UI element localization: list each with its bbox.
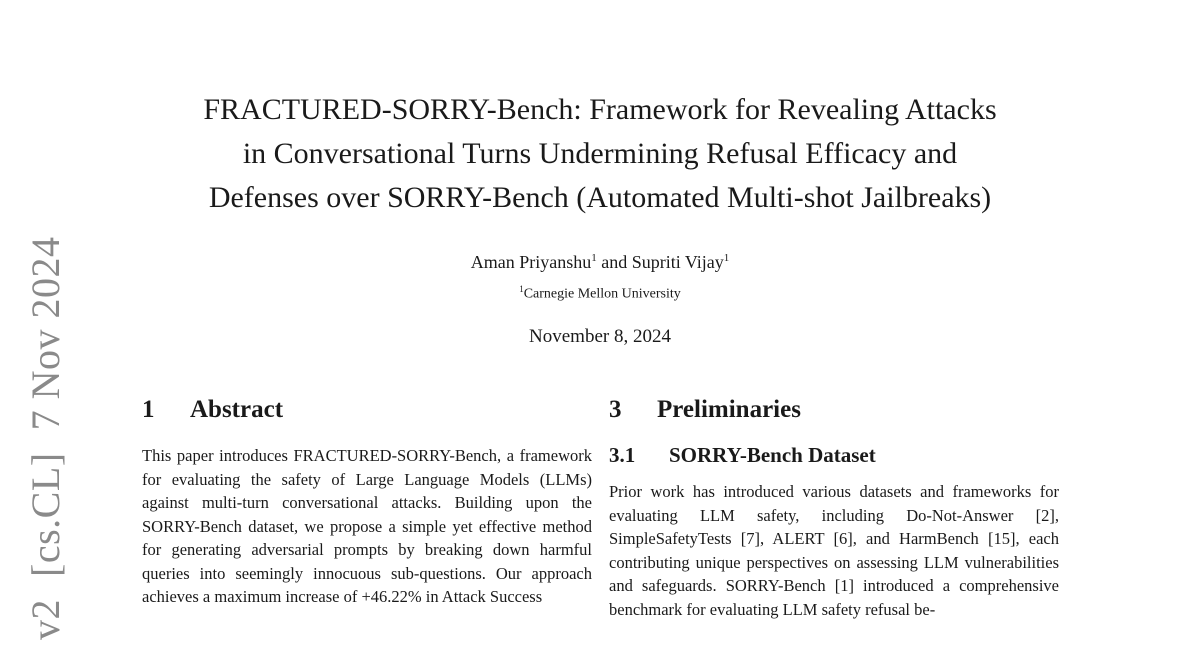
publication-date: November 8, 2024: [529, 326, 671, 347]
section-heading-preliminaries: [609, 392, 1059, 428]
arxiv-date: 7 Nov 2024: [23, 236, 68, 431]
subsection-heading: [609, 440, 1059, 470]
arxiv-version: v2: [23, 599, 68, 640]
title-line: Defenses over SORRY-Bench (Automated Multi-shot Jailbreaks): [208, 181, 992, 214]
author-affiliation-mark: 1: [723, 252, 730, 264]
left-column: [142, 392, 592, 609]
title-line: FRACTURED-SORRY-Bench: Framework for Revealing Attacks: [203, 93, 997, 126]
author-name: Supriti Vijay: [631, 252, 724, 272]
section-heading-abstract: [142, 392, 592, 428]
arxiv-identifier-stamp: [22, 215, 70, 640]
author-name: Aman Priyanshu: [470, 252, 592, 272]
section-title: Preliminaries: [657, 396, 801, 423]
author-affiliation-mark: 1: [591, 252, 597, 264]
affiliation-mark: 1: [519, 284, 524, 294]
paper-title: [130, 88, 1070, 220]
preliminaries-body: Prior work has introduced various datasets and frameworks for evaluating LLM safety, including Do-Not-Answer [2], SimpleSafetyTests [7], ALERT [6], and HarmBench [15], each contributing unique perspectives on assessing LLM vulnerabilities and safeguards. SORRY-Bench [1] introduced a comprehensive benchmark for evaluating LLM safety refusal be-: [609, 482, 1059, 619]
author-joiner: and: [601, 252, 628, 272]
affiliation: [0, 284, 1200, 303]
arxiv-category: [cs.CL]: [23, 452, 68, 577]
author-list: [0, 252, 1200, 273]
subsection-title: SORRY-Bench Dataset: [669, 443, 876, 467]
subsection-number: 3.1: [609, 443, 636, 467]
section-title: Abstract: [190, 396, 284, 423]
title-line: in Conversational Turns Undermining Refusal Efficacy and: [242, 137, 958, 170]
affiliation-name: Carnegie Mellon University: [523, 286, 681, 302]
section-number: 1: [142, 396, 155, 423]
section-number: 3: [609, 396, 622, 423]
abstract-body: This paper introduces FRACTURED-SORRY-Bench, a framework for evaluating the safety of Large Language Models (LLMs) against multi-turn conversational attacks. Building upon the SORRY-Bench dataset, we propose a simple yet effective method for generating adversarial prompts by breaking down harmful queries into seemingly innocuous sub-questions. Our approach achieves a maximum increase of +46.22% in Attack Success: [142, 446, 592, 606]
right-column: [609, 392, 1059, 621]
